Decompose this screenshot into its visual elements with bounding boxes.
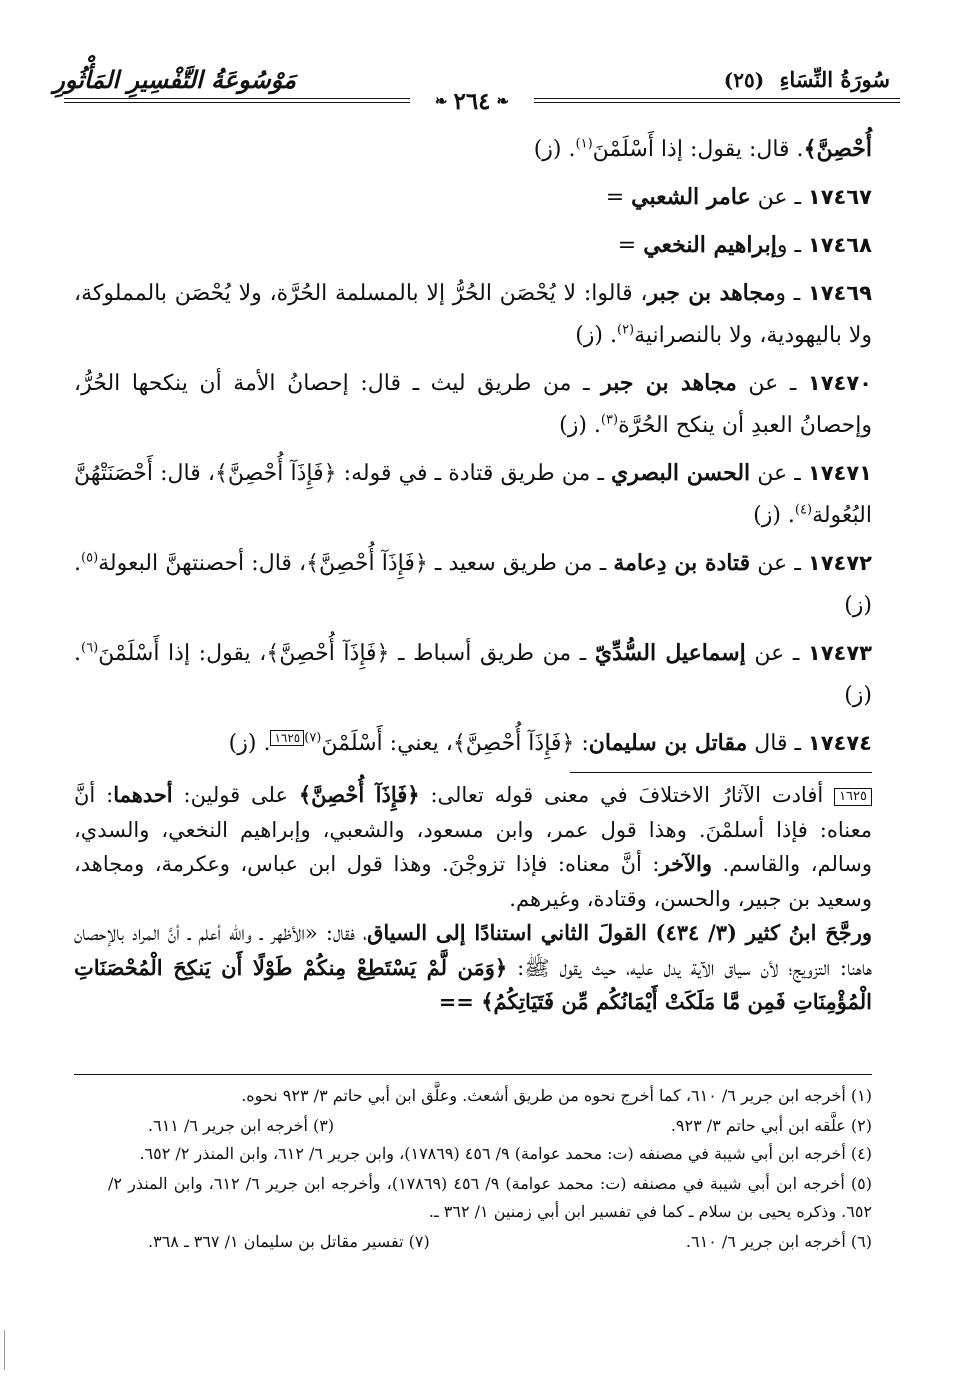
narration [74,362,872,447]
narration-text: ـ من طريق سعيد ـ ﴿فَإِذَآ أُحْصِنَّ﴾، قال: أحصنتهنَّ البعولة [98,551,614,576]
narrator-name: مقاتل بن سليمان [588,730,748,756]
tarjih-statement: ورجَّحَ ابنُ كثير (٣/ ٤٣٤) القولَ الثاني استنادًا إلى السياق [367,920,872,945]
footnote-ref: (٧) [304,730,322,746]
narration-number: ١٧٤٧٢ [807,551,872,575]
commentary-text: أفادت الآثارُ الاختلافَ في معنى قوله تعالى: [419,783,835,807]
quran-quote: أُحْصِنَّ﴾ [803,136,872,162]
narrations [74,128,872,770]
narrator-name: إسماعيل السُّدِّيّ [594,640,746,666]
narration [74,722,872,765]
scan-edge-mark [4,1330,5,1370]
narrator-name: مجاهد بن جبر [601,370,737,396]
quran-quote: ﴿وَمَن لَّمْ يَسْتَطِعْ مِنكُمْ طَوْلًا أَن يَنكِحَ الْمُحْصَنَاتِ الْمُؤْمِنَاتِ فَمِن مَّا مَلَكَتْ أَيْمَانُكُم مِّن فَتَيَاتِكُمُ﴾ [74,954,872,1014]
book-title: مَوْسُوعَةُ التَّفْسِيرِ المَأْثُورِ [53,65,296,94]
narration-end: . (ز) [228,731,271,756]
footnote-ref: (٥) [81,550,99,566]
surah-header [690,56,890,104]
narration-number: ١٧٤٦٨ [807,233,872,257]
narration-text: : ﴿فَإِذَآ أُحْصِنَّ﴾، يعني: أَسْلَمْنَ [321,731,589,756]
narration-number: ١٧٤٧٣ [807,641,872,665]
footnote-ref: (٢) [616,322,635,338]
narrator-name: مجاهد بن جبر [647,280,776,306]
narration-continuation [74,128,872,171]
commentary [74,778,872,1020]
narration [74,452,872,537]
narration [74,224,872,267]
narration-text: ـ من طريق قتادة ـ في قوله: ﴿فَإِذَآ أُحْصِنَّ﴾، قال: أَحْصَنَتْهُنَّ البُعُولة [74,461,872,528]
footnote: (٥) أخرجه ابن أبي شيبة في مصنفه (ت: محمد عوامة) ٩/ ٤٥٦ (١٧٨٦٩)، وأخرجه ابن جرير ٦/ ٦١٢، وابن المنذر ٢/ ٦٥٢. وذكره يحيى بن سلام ـ كما في تفسير ابن أبي زمنين ١/ ٣٦٢ ـ. [108,1174,872,1221]
footnote-separator [74,1074,872,1075]
commentary-separator [570,772,872,773]
narration-prefix: ـ و [776,233,808,258]
commentary-text: : أنَّ معناه: فإذا تزوجْنَ. وهذا قول ابن عباس، وعكرمة، ومجاهد، وسعيد بن جبير، والحسن، وقتادة، وغيرهم. [74,852,872,911]
commentary-number-box: ١٦٢٥ [834,788,872,806]
narration-text: . قال: يقول: إذا أَسْلَمْنَ [592,137,804,162]
first-opinion-label: أحدهما [113,782,173,807]
ornament-icon: ❧ [496,92,510,110]
commentary-ref-box: ١٦٢٥ [270,730,304,746]
narration-end: . (ز) [74,551,872,618]
narration-text: ـ من طريق ليث ـ قال: إحصانُ الأمة أن ينكحها الحُرُّ، وإحصانُ العبدِ أن ينكح الحُرَّة [74,371,872,438]
page-number-block [410,86,534,116]
narration [74,176,872,219]
second-opinion-label: والآخر [659,851,713,876]
narration-text: = [605,185,632,210]
narrator-name: إبراهيم النخعي [643,232,777,258]
footnote: (٤) أخرجه ابن أبي شيبة في مصنفه (ت: محمد عوامة) ٩/ ٤٥٦ (١٧٨٦٩)، وابن جرير ٦/ ٦١٢، وابن المنذر ٢/ ٦٥٢. [139,1144,872,1163]
footnote: (١) أخرجه ابن جرير ٦/ ٦١٠، كما أخرج نحوه من طريق أشعث. وعلَّق ابن أبي حاتم ٣/ ٩٢٣ نحوه. [241,1086,872,1105]
footnote: (٧) تفسير مقاتل بن سليمان ١/ ٣٦٧ ـ ٣٦٨. [148,1232,430,1251]
commentary-paragraph [74,778,872,916]
narration-prefix: ـ قال [747,731,808,756]
ornament-icon: ❧ [434,92,448,110]
footnote-ref: (٤) [794,502,813,518]
footnote-ref: (١) [575,136,593,152]
narrator-name: عامر الشعبي [631,184,751,210]
narration-number: ١٧٤٧٤ [807,731,872,755]
narration-prefix: ـ عن [750,551,808,576]
surah-number: (٢٥) [723,68,765,92]
narration-number: ١٧٤٧١ [807,461,872,485]
narration [74,632,872,717]
footnote-ref: (٣) [600,412,619,428]
narration-number: ١٧٤٦٧ [807,185,872,209]
narration-text: ـ من طريق أسباط ـ ﴿فَإِذَآ أُحْصِنَّ﴾، يقول: إذا أَسْلَمْنَ [98,641,595,666]
footnotes [108,1082,872,1256]
narration-end: . (ز) [74,641,872,708]
narration-end: . (ز) [575,323,617,348]
commentary-text: ، فقال: «الأظهر ـ والله أعلم ـ أنَّ المراد بالإحصان هاهنا: التزويج؛ لأن سياق الآية يدل عليه، حيث يقول ﷺ: [74,921,872,980]
narration-end: . (ز) [533,137,576,162]
narration-prefix: ـ عن [750,461,808,486]
narration-text: ، قالوا: لا يُحْصَن الحُرُّ إلا بالمسلمة الحُرَّة، ولا يُحْصَن بالمملوكة، ولا باليهودية، ولا بالنصرانية [74,281,872,348]
commentary-paragraph [74,916,872,1020]
footnote: (٦) أخرجه ابن جرير ٦/ ٦١٠. [685,1232,872,1251]
narration-text: = [617,233,644,258]
narration [74,542,872,627]
footnote: (٢) علَّقه ابن أبي حاتم ٣/ ٩٢٣. [670,1116,872,1135]
narration-end: . (ز) [559,413,601,438]
narration-prefix: ـ و [775,281,808,306]
footnote-row [108,1228,872,1256]
page-number: ٢٦٤ [453,87,491,115]
narrator-name: قتادة بن دِعامة [613,550,751,576]
quran-quote: ﴿فَإِذَآ أُحْصِنَّ﴾ [298,782,420,807]
commentary-text: على قولين: [172,783,299,807]
narration-prefix: ـ عن [750,185,808,210]
continuation-mark: == [438,989,482,1014]
narration-number: ١٧٤٧٠ [807,371,872,395]
narration-prefix: ـ عن [736,371,808,396]
footnote: (٣) أخرجه ابن جرير ٦/ ٦١١. [148,1116,335,1135]
surah-title: سُورَةُ النِّسَاءِ [779,67,890,92]
footnote-row [108,1112,872,1140]
footnote-ref: (٦) [81,640,99,656]
narration-prefix: ـ عن [745,641,808,666]
narration [74,272,872,357]
narration-number: ١٧٤٦٩ [807,281,872,305]
narration-end: . (ز) [753,503,795,528]
narrator-name: الحسن البصري [611,460,751,486]
commentary-text: : أنَّ معناه: فإذا أسلمْنَ. وهذا قول عمر، وابن مسعود، والشعبي، وإبراهيم النخعي، والسدي، وسالم، والقاسم. [74,783,873,876]
